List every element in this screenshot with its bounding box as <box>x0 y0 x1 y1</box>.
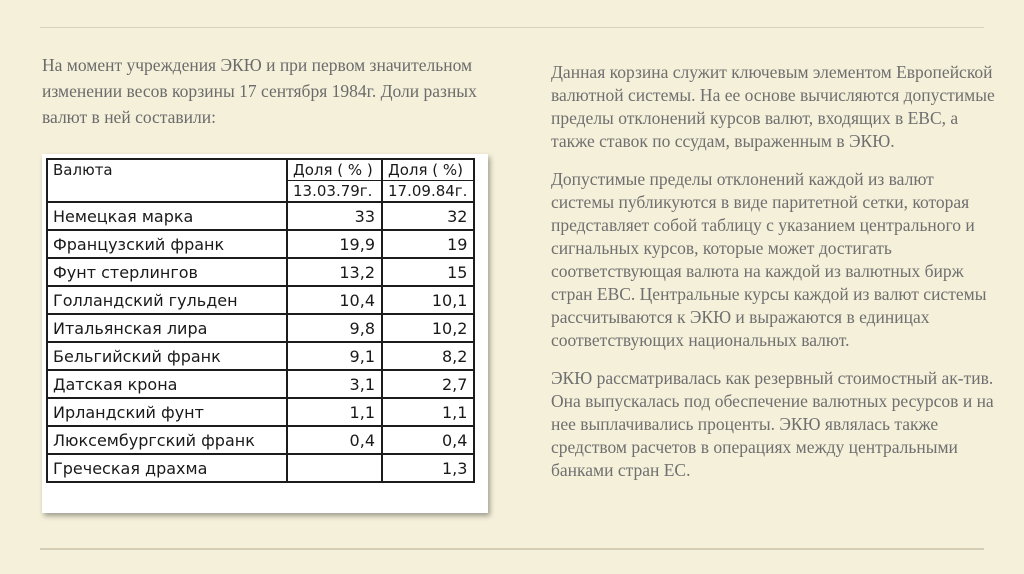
header-share-1979: Доля ( % ) <box>287 159 382 181</box>
share-1984: 2,7 <box>382 370 474 398</box>
share-1979: 0,4 <box>287 426 382 454</box>
currency-name: Бельгийский франк <box>47 342 287 370</box>
share-1979: 1,1 <box>287 398 382 426</box>
header-share-1984: Доля ( %) <box>382 159 474 181</box>
table-row <box>47 370 474 398</box>
description-text <box>551 61 996 497</box>
share-1979: 9,8 <box>287 314 382 342</box>
currency-basket-table-image <box>42 154 488 513</box>
bottom-divider <box>40 548 984 550</box>
currency-basket-table <box>46 158 475 483</box>
paragraph-2: Допустимые пределы отклонений каждой из валют системы публикуются в виде паритетной сетки, которая представляет собой таблицу с указанием центрального и сигнальных курсов, которые может достигать соответствующая валюта на каждой из валютных бирж стран ЕВС. Центральные курсы каждой из валют системы рассчитываются к ЭКЮ и выражаются в единицах соответствующих национальных валют. <box>551 169 987 350</box>
intro-text: На момент учреждения ЭКЮ и при первом значительном изменении весов корзины 17 сентября 1984г. Доли разных валют в ней составили: <box>42 55 477 127</box>
table-row <box>47 314 474 342</box>
share-1984: 32 <box>382 202 474 230</box>
share-1984: 1,3 <box>382 454 474 482</box>
paragraph-1: Данная корзина служит ключевым элементом Европейской валютной системы. На ее основе вычисляются допустимые пределы отклонений курсов валют, входящих в ЕВС, а также ставок по ссудам, выраженным в ЭКЮ. <box>551 62 995 151</box>
table-row <box>47 342 474 370</box>
currency-name: Датская крона <box>47 370 287 398</box>
currency-name: Люксембургский франк <box>47 426 287 454</box>
share-1984: 15 <box>382 258 474 286</box>
share-1979: 19,9 <box>287 230 382 258</box>
currency-name: Голландский гульден <box>47 286 287 314</box>
table-row <box>47 398 474 426</box>
paragraph-3: ЭКЮ рассматривалась как резервный стоимостный ак-тив. Она выпускалась под обеспечение валютных ресурсов и на нее выплачивались проценты. ЭКЮ являлась также средством расчетов в операциях между центральными банками стран ЕС. <box>551 368 994 480</box>
share-1979 <box>287 454 382 482</box>
table-row <box>47 454 474 482</box>
currency-name: Немецкая марка <box>47 202 287 230</box>
header-blank <box>47 181 287 203</box>
share-1979: 9,1 <box>287 342 382 370</box>
currency-name: Ирландский фунт <box>47 398 287 426</box>
share-1984: 10,1 <box>382 286 474 314</box>
share-1979: 10,4 <box>287 286 382 314</box>
share-1979: 13,2 <box>287 258 382 286</box>
share-1984: 1,1 <box>382 398 474 426</box>
table-row <box>47 230 474 258</box>
currency-name: Фунт стерлингов <box>47 258 287 286</box>
share-1984: 0,4 <box>382 426 474 454</box>
share-1984: 19 <box>382 230 474 258</box>
table-row <box>47 258 474 286</box>
currency-name: Итальянская лира <box>47 314 287 342</box>
share-1984: 10,2 <box>382 314 474 342</box>
header-currency: Валюта <box>47 159 287 181</box>
currency-name: Французский франк <box>47 230 287 258</box>
share-1979: 33 <box>287 202 382 230</box>
share-1979: 3,1 <box>287 370 382 398</box>
top-divider <box>40 27 984 28</box>
header-date-1984: 17.09.84г. <box>382 181 474 203</box>
currency-name: Греческая драхма <box>47 454 287 482</box>
table-row <box>47 286 474 314</box>
table-header-date-row <box>47 181 474 203</box>
table-row <box>47 426 474 454</box>
table-row <box>47 202 474 230</box>
share-1984: 8,2 <box>382 342 474 370</box>
table-header-row <box>47 159 474 181</box>
header-date-1979: 13.03.79г. <box>287 181 382 203</box>
